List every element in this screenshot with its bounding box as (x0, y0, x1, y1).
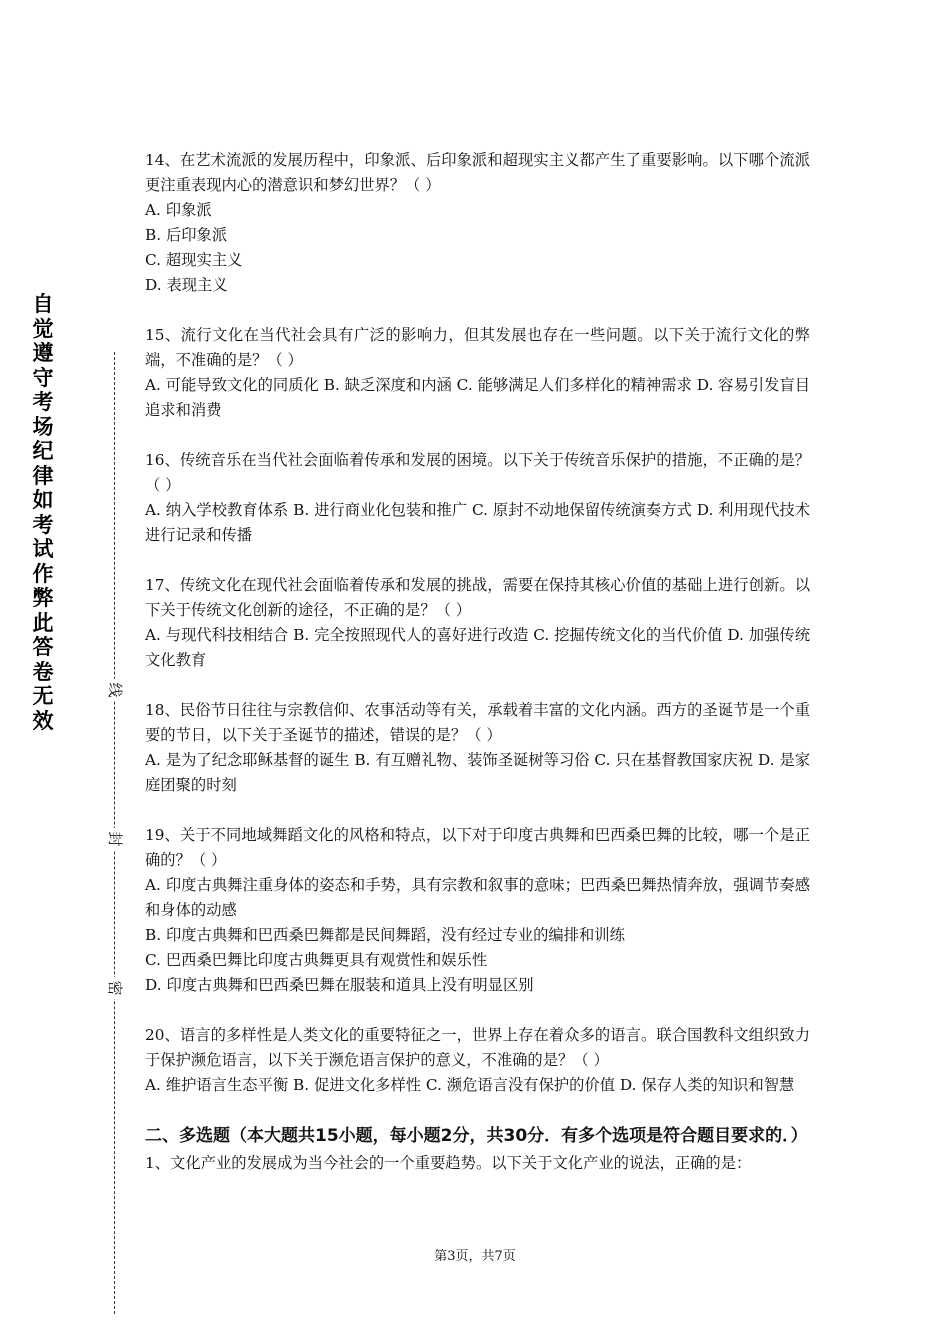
notice-char: 律 (32, 463, 54, 488)
question-18 (145, 698, 810, 798)
question-stem: 16、传统音乐在当代社会面临着传承和发展的困境。以下关于传统音乐保护的措施，不正确的是？（ ） (145, 451, 810, 494)
question-stem: 18、民俗节日往往与宗教信仰、农事活动等有关，承载着丰富的文化内涵。西方的圣诞节是一个重要的节日，以下关于圣诞节的描述，错误的是？（ ） (145, 701, 810, 744)
option-a: A. 印度古典舞注重身体的姿态和手势，具有宗教和叙事的意味；巴西桑巴舞热情奔放，强调节奏感和身体的动感 (145, 876, 810, 919)
question-options: A. 是为了纪念耶稣基督的诞生 B. 有互赠礼物、装饰圣诞树等习俗 C. 只在基督教国家庆祝 D. 是家庭团聚的时刻 (145, 751, 810, 794)
notice-char: 作 (32, 561, 54, 586)
notice-char: 效 (32, 708, 54, 733)
question-19 (145, 823, 810, 998)
question-stem: 20、语言的多样性是人类文化的重要特征之一，世界上存在着众多的语言。联合国教科文组织致力于保护濒危语言，以下关于濒危语言保护的意义，不准确的是？（ ） (145, 1026, 810, 1069)
page-content (145, 148, 810, 1176)
notice-char: 弊 (32, 586, 54, 610)
page-footer: 第3页，共7页 (434, 1249, 516, 1264)
exam-rule-notice (30, 292, 56, 733)
notice-char: 纪 (32, 439, 54, 463)
question-stem: 17、传统文化在现代社会面临着传承和发展的挑战，需要在保持其核心价值的基础上进行创新。以下关于传统文化创新的途径，不正确的是？（ ） (145, 576, 810, 619)
question-options: A. 纳入学校教育体系 B. 进行商业化包装和推广 C. 原封不动地保留传统演奏方式 D. 利用现代技术进行记录和传播 (145, 501, 810, 544)
binding-mark-xian: 线 (104, 679, 126, 701)
option-b: B. 后印象派 (145, 226, 228, 244)
binding-mark-feng: 封 (104, 828, 126, 850)
option-c: C. 超现实主义 (145, 251, 243, 269)
option-d: D. 表现主义 (145, 276, 228, 294)
question-stem: 14、在艺术流派的发展历程中，印象派、后印象派和超现实主义都产生了重要影响。以下哪个流派更注重表现内心的潜意识和梦幻世界？（ ） (145, 151, 810, 194)
notice-char: 自 (32, 292, 54, 316)
notice-char: 此 (32, 610, 54, 635)
section-heading-multiple-choice: 二、多选题（本大题共15小题，每小题2分，共30分．有多个选项是符合题目要求的．） (145, 1126, 808, 1146)
option-c: C. 巴西桑巴舞比印度古典舞更具有观赏性和娱乐性 (145, 951, 488, 969)
question-17 (145, 573, 810, 673)
notice-char: 考 (32, 512, 54, 537)
question-15 (145, 323, 810, 423)
question-options: A. 维护语言生态平衡 B. 促进文化多样性 C. 濒危语言没有保护的价值 D. 保存人类的知识和智慧 (145, 1076, 795, 1094)
section2-question-1: 1、文化产业的发展成为当今社会的一个重要趋势。以下关于文化产业的说法，正确的是： (145, 1154, 752, 1172)
notice-char: 试 (32, 537, 54, 561)
question-stem: 15、流行文化在当代社会具有广泛的影响力，但其发展也存在一些问题。以下关于流行文化的弊端，不准确的是？（ ） (145, 326, 810, 369)
notice-char: 答 (32, 635, 54, 659)
option-d: D. 印度古典舞和巴西桑巴舞在服装和道具上没有明显区别 (145, 976, 534, 994)
notice-char: 卷 (32, 659, 54, 684)
notice-char: 考 (32, 390, 54, 414)
binding-mark-mi: 密 (104, 977, 126, 999)
question-options: A. 可能导致文化的同质化 B. 缺乏深度和内涵 C. 能够满足人们多样化的精神需求 D. 容易引发盲目追求和消费 (145, 376, 810, 419)
notice-char: 遵 (32, 341, 54, 365)
notice-char: 无 (32, 684, 54, 708)
question-14 (145, 148, 810, 298)
question-20 (145, 1023, 810, 1098)
notice-char: 觉 (32, 316, 54, 341)
option-a: A. 印象派 (145, 201, 212, 219)
notice-char: 守 (32, 365, 54, 390)
notice-char: 如 (32, 488, 54, 512)
question-stem: 19、关于不同地域舞蹈文化的风格和特点，以下对于印度古典舞和巴西桑巴舞的比较，哪一个是正确的？（ ） (145, 826, 810, 869)
question-options: A. 与现代科技相结合 B. 完全按照现代人的喜好进行改造 C. 挖掘传统文化的当代价值 D. 加强传统文化教育 (145, 626, 810, 669)
option-b: B. 印度古典舞和巴西桑巴舞都是民间舞蹈，没有经过专业的编排和训练 (145, 926, 625, 944)
notice-char: 场 (32, 414, 54, 439)
question-16 (145, 448, 810, 548)
